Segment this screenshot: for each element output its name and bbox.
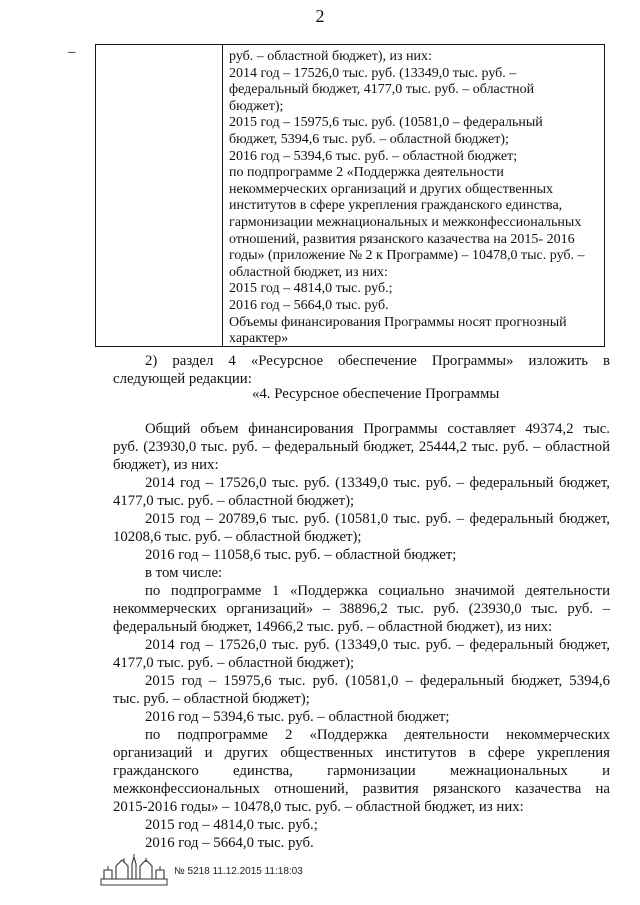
body-line: федеральный бюджет, 14966,2 тыс. руб. – областной бюджет), из них: bbox=[113, 619, 553, 635]
body-line: по подпрограмме 2 «Поддержка деятельности некоммерческих bbox=[145, 727, 610, 743]
table-cell-line: 2016 год – 5664,0 тыс. руб. bbox=[229, 298, 389, 313]
body-line: гражданского единства, гармонизации межнациональных и bbox=[113, 763, 610, 779]
table-cell-line: Объемы финансирования Программы носят прогнозный bbox=[229, 314, 567, 330]
body-line: 4177,0 тыс. руб. – областной бюджет); bbox=[113, 493, 355, 509]
body-line: организаций и других общественных институтов в сфере укрепления bbox=[113, 745, 610, 761]
margin-mark: – bbox=[68, 44, 76, 60]
page-number: 2 bbox=[315, 6, 325, 26]
body-line: руб. (23930,0 тыс. руб. – федеральный бюджет, 25444,2 тыс. руб. – областной bbox=[113, 439, 610, 455]
body-line: в том числе: bbox=[145, 565, 223, 581]
amendment-line: следующей редакции: bbox=[113, 371, 252, 387]
table-cell-line: отношений, развития рязанского казачества на 2015- 2016 bbox=[229, 231, 575, 247]
table-cell-line: 2015 год – 15975,6 тыс. руб. (10581,0 – федеральный bbox=[229, 115, 543, 131]
body-line: 2015 год – 15975,6 тыс. руб. (10581,0 – федеральный бюджет, 5394,6 bbox=[145, 673, 610, 689]
continuation-table bbox=[95, 44, 605, 347]
registry-stamp-icon bbox=[100, 852, 168, 886]
body-line: бюджет), из них: bbox=[113, 457, 219, 473]
table-cell-line: 2015 год – 4814,0 тыс. руб.; bbox=[229, 281, 393, 297]
body-line: тыс. руб. – областной бюджет); bbox=[113, 691, 310, 707]
body-line: Общий объем финансирования Программы составляет 49374,2 тыс. bbox=[145, 421, 610, 437]
table-cell-line: гармонизации межнациональных и межконфессиональных bbox=[229, 215, 582, 230]
body-line: 2016 год – 5394,6 тыс. руб. – областной бюджет; bbox=[145, 709, 450, 725]
body-line: межконфессиональных отношений, развития рязанского казачества на bbox=[113, 781, 610, 797]
body-line: по подпрограмме 1 «Поддержка социально значимой деятельности bbox=[145, 583, 610, 599]
table-cell-line: институтов в сфере укрепления гражданского единства, bbox=[229, 198, 563, 214]
amendment-paragraph bbox=[113, 352, 610, 388]
table-cell-line: годы» (приложение № 2 к Программе) – 10478,0 тыс. руб. – bbox=[229, 248, 585, 264]
section-body bbox=[113, 420, 610, 852]
body-line: 2015-2016 годы» – 10478,0 тыс. руб. – областной бюджет, из них: bbox=[113, 799, 524, 815]
table-cell-line: руб. – областной бюджет), из них: bbox=[229, 49, 432, 64]
table-left-cell bbox=[96, 45, 223, 346]
body-line: 2015 год – 20789,6 тыс. руб. (10581,0 тыс. руб. – федеральный бюджет, bbox=[145, 511, 610, 527]
table-cell-line: бюджет, 5394,6 тыс. руб. – областной бюджет); bbox=[229, 132, 509, 147]
table-cell-line: бюджет); bbox=[229, 98, 284, 114]
body-line: 2014 год – 17526,0 тыс. руб. (13349,0 тыс. руб. – федеральный бюджет, bbox=[145, 475, 610, 491]
section-heading: «4. Ресурсное обеспечение Программы bbox=[252, 386, 500, 402]
body-line: 2016 год – 11058,6 тыс. руб. – областной бюджет; bbox=[145, 547, 457, 563]
body-line: некоммерческих организаций» – 38896,2 тыс. руб. (23930,0 тыс. руб. – bbox=[113, 601, 610, 617]
amendment-line: 2) раздел 4 «Ресурсное обеспечение Программы» изложить в bbox=[145, 353, 610, 369]
body-line: 2016 год – 5664,0 тыс. руб. bbox=[145, 835, 314, 851]
table-cell-line: по подпрограмме 2 «Поддержка деятельности bbox=[229, 165, 504, 181]
table-cell-line: характер» bbox=[229, 331, 289, 347]
table-cell-line: 2014 год – 17526,0 тыс. руб. (13349,0 тыс. руб. – bbox=[229, 65, 517, 81]
table-cell-line: некоммерческих организаций и других общественных bbox=[229, 181, 553, 197]
body-line: 2015 год – 4814,0 тыс. руб.; bbox=[145, 817, 318, 833]
body-line: 2014 год – 17526,0 тыс. руб. (13349,0 тыс. руб. – федеральный бюджет, bbox=[145, 637, 610, 653]
registration-number: № 5218 11.12.2015 11:18:03 bbox=[174, 866, 303, 877]
body-line: 4177,0 тыс. руб. – областной бюджет); bbox=[113, 655, 355, 671]
table-cell-line: федеральный бюджет, 4177,0 тыс. руб. – областной bbox=[229, 82, 535, 98]
table-cell-line: областной бюджет, из них: bbox=[229, 264, 388, 280]
table-cell-line: 2016 год – 5394,6 тыс. руб. – областной бюджет; bbox=[229, 148, 518, 164]
body-line: 10208,6 тыс. руб. – областной бюджет); bbox=[113, 529, 362, 545]
